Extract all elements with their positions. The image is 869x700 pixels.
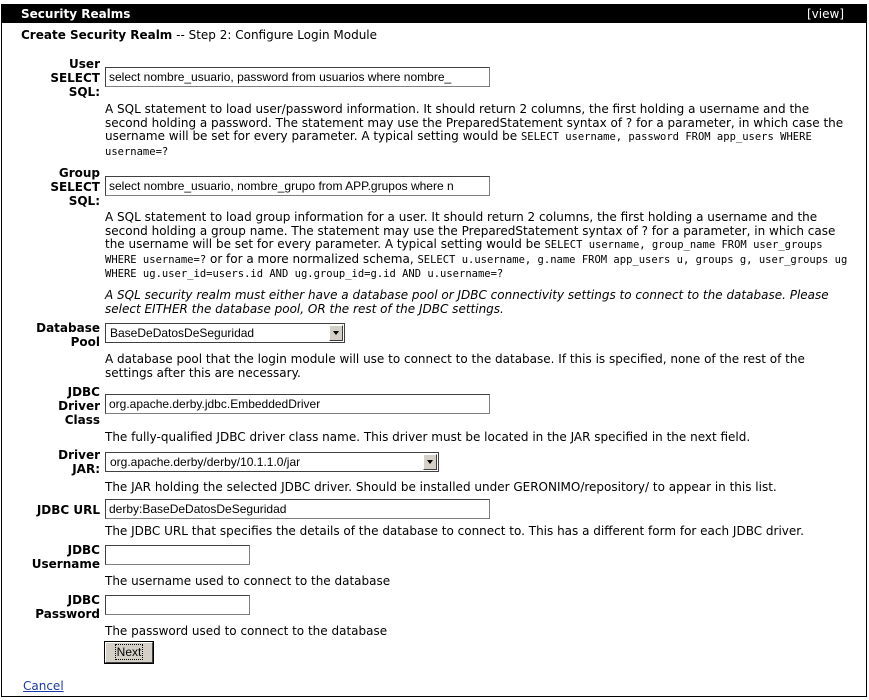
group-select-desc-mid: or for a more normalized schema,	[206, 251, 418, 266]
chevron-down-icon[interactable]	[329, 325, 343, 341]
jdbc-username-input[interactable]	[105, 545, 250, 565]
database-pool-label: Database Pool	[36, 321, 100, 349]
user-select-label: User SELECT SQL:	[50, 57, 100, 99]
jdbc-url-description: The JDBC URL that specifies the details of the database to connect to. This has a different form for each JDBC driver.	[105, 524, 804, 538]
jdbc-url-label: JDBC URL	[36, 503, 100, 517]
realm-connection-note: A SQL security realm must either have a database pool or JDBC connectivity settings to connect to the database. Please select EITHER the database pool, OR the rest of the JDBC settings.	[105, 288, 829, 316]
driver-class-label: JDBC Driver Class	[58, 385, 100, 427]
group-select-desc-code2: SELECT u.username, g.name FROM app_users u, groups g, user_groups ug WHERE ug.user_id=users.id AND ug.group_id=g.id AND u.username=?	[105, 253, 848, 280]
driver-jar-label: Driver JAR:	[58, 448, 100, 476]
user-select-description	[105, 103, 850, 159]
jdbc-username-label: JDBC Username	[31, 543, 100, 571]
group-select-label: Group SELECT SQL:	[50, 166, 100, 208]
next-button-label: Next	[116, 645, 142, 659]
database-pool-description: A database pool that the login module will use to connect to the database. If this is specified, none of the rest of the settings after this are necessary.	[105, 352, 805, 380]
jdbc-password-description: The password used to connect to the database	[105, 624, 388, 638]
security-realms-panel	[1, 4, 867, 697]
driver-jar-select[interactable]	[105, 452, 439, 472]
database-pool-select[interactable]	[105, 323, 345, 343]
page-subtitle	[21, 28, 377, 42]
group-select-desc-code1: SELECT username, group_name FROM user_groups WHERE username=?	[105, 239, 823, 266]
driver-class-input[interactable]	[105, 394, 490, 414]
subtitle-step: -- Step 2: Configure Login Module	[172, 28, 378, 42]
group-select-desc-text: A SQL statement to load group information for a user. It should return 2 columns, the first holding a username and the second holding a group name. The statement may use the PreparedStatement syntax of ? for a parameter, in which case the username will be set for every parameter. A typical setting would be	[105, 210, 836, 251]
database-pool-value: BaseDeDatosDeSeguridad	[110, 326, 255, 340]
group-select-description	[105, 211, 850, 282]
view-link[interactable]: [view]	[807, 7, 844, 21]
user-select-input[interactable]	[105, 67, 490, 87]
jdbc-password-input[interactable]	[105, 595, 250, 615]
jdbc-password-label: JDBC Password	[35, 593, 100, 621]
driver-jar-description: The JAR holding the selected JDBC driver. Should be installed under GERONIMO/repository/ to appear in this list.	[105, 480, 777, 494]
chevron-down-icon[interactable]	[423, 454, 437, 470]
subtitle-bold: Create Security Realm	[21, 28, 173, 42]
jdbc-url-input[interactable]	[105, 499, 490, 519]
jdbc-username-description: The username used to connect to the database	[105, 574, 391, 588]
user-select-desc-code: SELECT username, password FROM app_users WHERE username=?	[105, 131, 812, 158]
user-select-desc-text: A SQL statement to load user/password information. It should return 2 columns, the first holding a username and the second holding a password. The statement may use the PreparedStatement syntax of ? for a parameter, in which case the username will be set for every parameter. A typical setting would be	[105, 102, 844, 143]
panel-titlebar	[2, 5, 866, 23]
group-select-input[interactable]	[105, 176, 490, 196]
driver-class-description: The fully-qualified JDBC driver class name. This driver must be located in the JAR specified in the next field.	[105, 430, 751, 444]
panel-title: Security Realms	[21, 7, 131, 21]
next-button[interactable]	[105, 642, 153, 663]
cancel-link[interactable]: Cancel	[23, 679, 64, 693]
driver-jar-value: org.apache.derby/derby/10.1.1.0/jar	[110, 455, 301, 469]
